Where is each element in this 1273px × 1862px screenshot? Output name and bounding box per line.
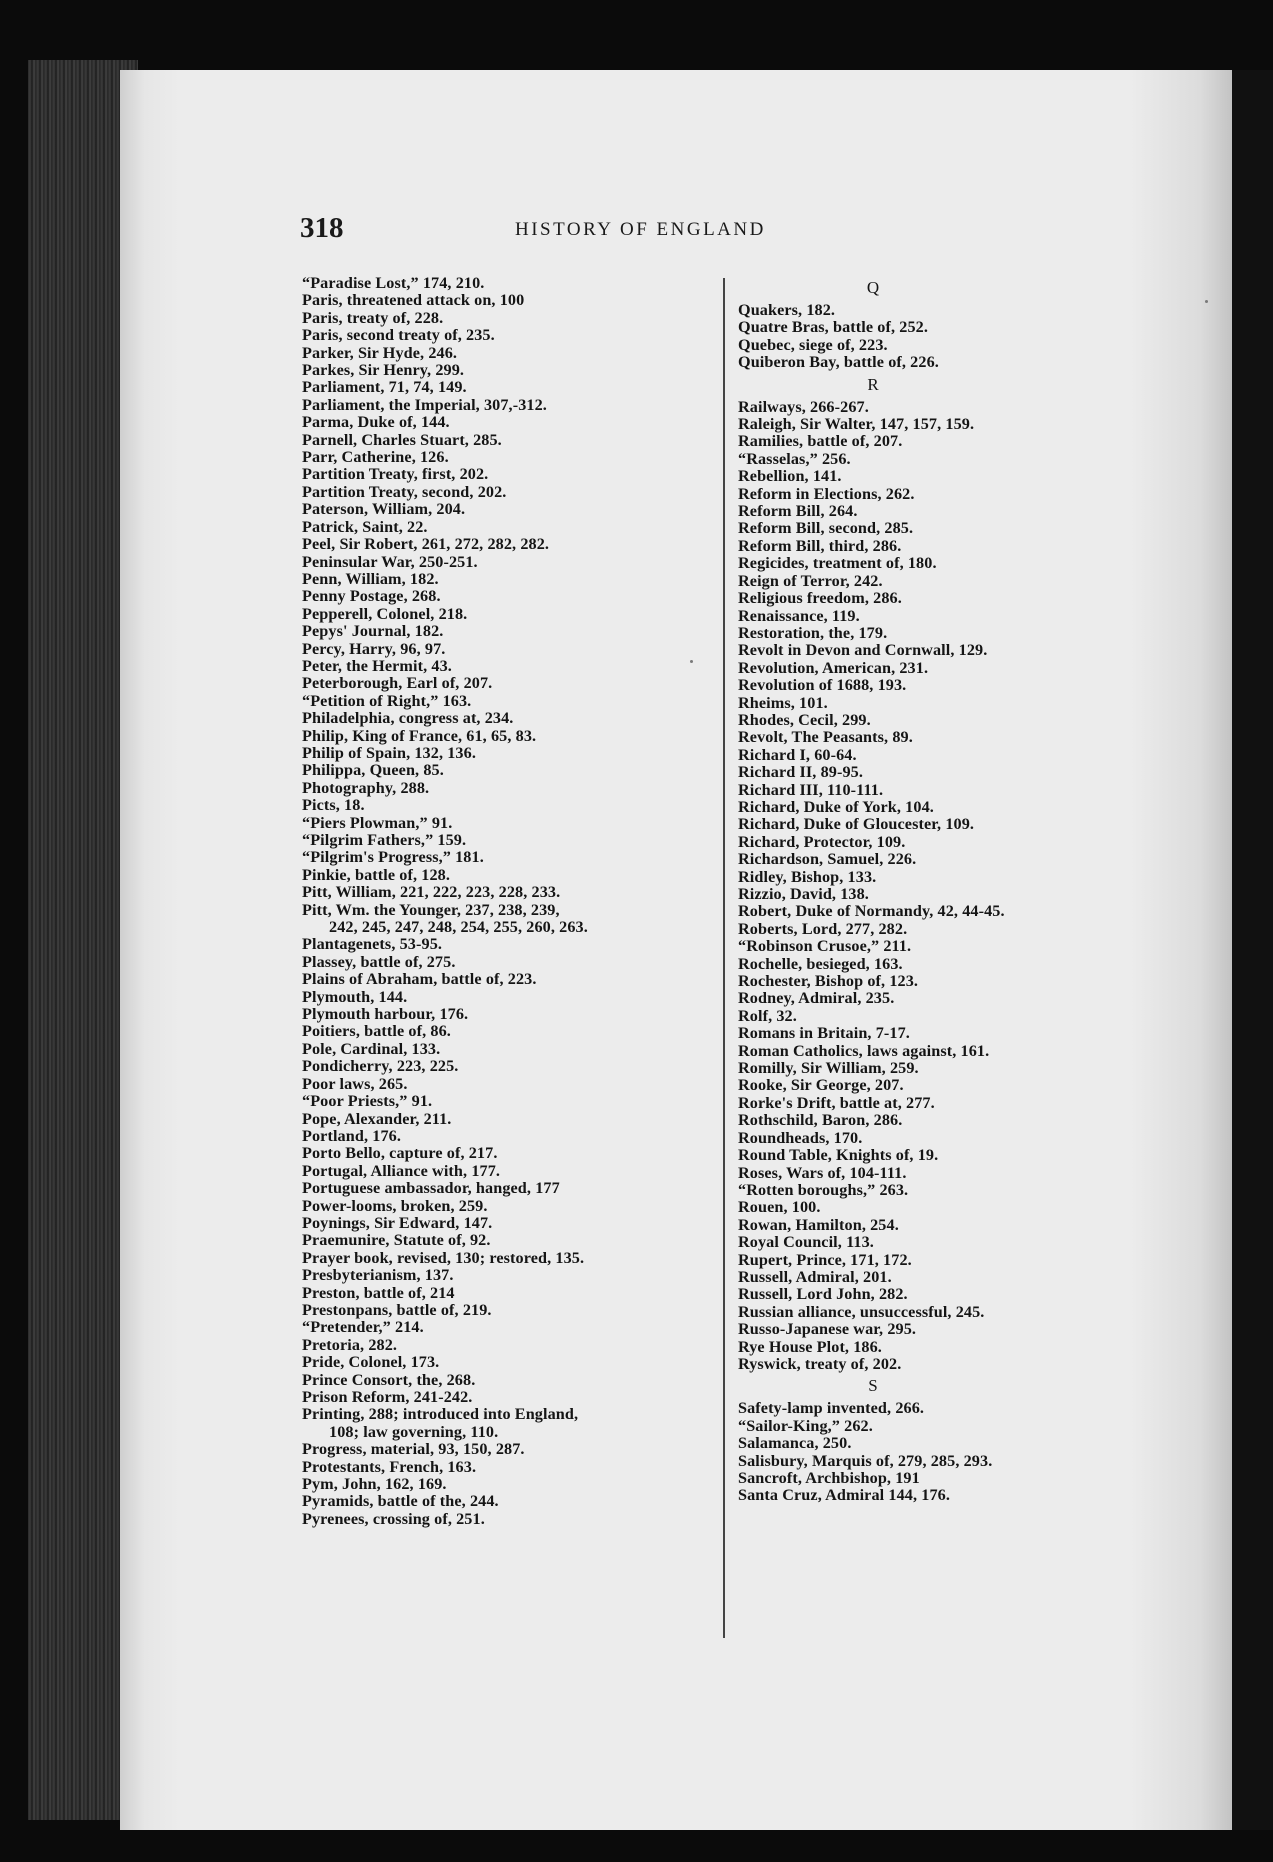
index-entry: Rheims, 101. bbox=[738, 693, 828, 712]
index-entry: Rowan, Hamilton, 254. bbox=[738, 1215, 899, 1234]
scan-speck bbox=[690, 660, 693, 663]
index-entry: Poynings, Sir Edward, 147. bbox=[302, 1213, 493, 1232]
index-entry: Royal Council, 113. bbox=[738, 1233, 874, 1252]
index-entry: “Petition of Right,” 163. bbox=[302, 691, 472, 710]
index-entry: Quebec, siege of, 223. bbox=[738, 335, 888, 354]
index-entry: 242, 245, 247, 248, 254, 255, 260, 263. bbox=[329, 918, 588, 937]
index-entry: Round Table, Knights of, 19. bbox=[738, 1146, 939, 1165]
index-entry: Paris, treaty of, 228. bbox=[302, 308, 444, 327]
index-entry: Santa Cruz, Admiral 144, 176. bbox=[738, 1486, 950, 1505]
r-entries bbox=[738, 399, 1158, 1374]
index-entry: “Rasselas,” 256. bbox=[738, 449, 851, 468]
index-entry: Pym, John, 162, 169. bbox=[302, 1475, 447, 1494]
index-entry: Pyrenees, crossing of, 251. bbox=[302, 1509, 485, 1528]
facing-page-edge bbox=[1232, 70, 1273, 1830]
index-entry: Roberts, Lord, 277, 282. bbox=[738, 919, 908, 938]
q-entries bbox=[738, 302, 1158, 372]
index-entry: Picts, 18. bbox=[302, 796, 365, 815]
index-entry: Prestonpans, battle of, 219. bbox=[302, 1300, 492, 1319]
index-entry: Prince Consort, the, 268. bbox=[302, 1370, 476, 1389]
index-entry: Plymouth, 144. bbox=[302, 987, 408, 1006]
index-entry: Pitt, William, 221, 222, 223, 228, 233. bbox=[302, 883, 561, 902]
index-entry: “Piers Plowman,” 91. bbox=[302, 813, 453, 832]
index-entry: Presbyterianism, 137. bbox=[302, 1266, 454, 1285]
index-entry: “Poor Priests,” 91. bbox=[302, 1092, 433, 1111]
index-entry: Parkes, Sir Henry, 299. bbox=[302, 361, 465, 380]
index-entry: Restoration, the, 179. bbox=[738, 623, 888, 642]
index-entry: Rochelle, besieged, 163. bbox=[738, 954, 903, 973]
index-entry: Parr, Catherine, 126. bbox=[302, 448, 449, 467]
index-entry: Pondicherry, 223, 225. bbox=[302, 1057, 459, 1076]
index-entry: Salisbury, Marquis of, 279, 285, 293. bbox=[738, 1451, 993, 1470]
index-entry: Parker, Sir Hyde, 246. bbox=[302, 343, 458, 362]
index-entry: Paris, threatened attack on, 100 bbox=[302, 291, 525, 310]
index-entry: Prayer book, revised, 130; restored, 135. bbox=[302, 1248, 585, 1267]
section-letter-r: R bbox=[867, 374, 879, 394]
running-head: HISTORY OF ENGLAND bbox=[515, 219, 766, 240]
index-entry: Photography, 288. bbox=[302, 778, 430, 797]
index-entry: Railways, 266-267. bbox=[738, 397, 869, 416]
page-header bbox=[300, 212, 880, 252]
index-entry: Poor laws, 265. bbox=[302, 1074, 408, 1093]
section-letter-s: S bbox=[868, 1376, 878, 1396]
index-entry: Philip, King of France, 61, 65, 83. bbox=[302, 726, 537, 745]
index-entry: Plains of Abraham, battle of, 223. bbox=[302, 970, 537, 989]
index-entry: Progress, material, 93, 150, 287. bbox=[302, 1440, 525, 1459]
index-entry: Rouen, 100. bbox=[738, 1198, 821, 1217]
index-entry: Partition Treaty, first, 202. bbox=[302, 465, 489, 484]
index-entry: Revolt in Devon and Cornwall, 129. bbox=[738, 641, 988, 660]
index-entry: Portugal, Alliance with, 177. bbox=[302, 1161, 501, 1180]
index-entry: Printing, 288; introduced into England, bbox=[302, 1405, 579, 1424]
index-entry: Richard I, 60-64. bbox=[738, 745, 857, 764]
index-entry: “Rotten boroughs,” 263. bbox=[738, 1180, 909, 1199]
index-entry: Richard, Protector, 109. bbox=[738, 832, 906, 851]
index-entry: Philip of Spain, 132, 136. bbox=[302, 743, 476, 762]
index-entry: Penny Postage, 268. bbox=[302, 587, 441, 606]
scan-speck bbox=[1205, 300, 1208, 303]
index-entry: Richard III, 110-111. bbox=[738, 780, 884, 799]
index-entry: Partition Treaty, second, 202. bbox=[302, 482, 507, 501]
index-entry: Sancroft, Archbishop, 191 bbox=[738, 1469, 920, 1487]
index-entry: Pitt, Wm. the Younger, 237, 238, 239, bbox=[302, 900, 560, 919]
index-entry: Pyramids, battle of the, 244. bbox=[302, 1492, 499, 1511]
index-entry: Plassey, battle of, 275. bbox=[302, 952, 456, 971]
index-entry: Pride, Colonel, 173. bbox=[302, 1353, 440, 1372]
index-entry: Romilly, Sir William, 259. bbox=[738, 1059, 919, 1078]
index-column-right bbox=[738, 275, 1158, 1505]
index-entry: Roundheads, 170. bbox=[738, 1128, 863, 1147]
index-entry: Robert, Duke of Normandy, 42, 44-45. bbox=[738, 902, 1005, 921]
index-entry: Russian alliance, unsuccessful, 245. bbox=[738, 1302, 985, 1321]
index-entry: Raleigh, Sir Walter, 147, 157, 159. bbox=[738, 415, 975, 434]
index-entry: Pretoria, 282. bbox=[302, 1335, 398, 1354]
index-entry: Russo-Japanese war, 295. bbox=[738, 1320, 917, 1339]
index-entry: Rhodes, Cecil, 299. bbox=[738, 710, 871, 729]
index-column-left bbox=[302, 275, 722, 1528]
index-entry: Romans in Britain, 7-17. bbox=[738, 1024, 910, 1043]
section-letter-q: Q bbox=[866, 278, 880, 297]
index-entry: Reform Bill, second, 285. bbox=[738, 519, 914, 538]
index-entry: Parnell, Charles Stuart, 285. bbox=[302, 430, 502, 449]
index-entry: Russell, Admiral, 201. bbox=[738, 1267, 892, 1286]
s-entries bbox=[738, 1400, 1158, 1504]
index-entry: Rothschild, Baron, 286. bbox=[738, 1111, 903, 1130]
index-entry: Paris, second treaty of, 235. bbox=[302, 326, 495, 345]
index-entry: Plymouth harbour, 176. bbox=[302, 1005, 469, 1024]
index-entry: Poitiers, battle of, 86. bbox=[302, 1022, 451, 1041]
index-entry: Parliament, the Imperial, 307,-312. bbox=[302, 395, 547, 414]
index-entry: Regicides, treatment of, 180. bbox=[738, 554, 937, 573]
index-entry: Philadelphia, congress at, 234. bbox=[302, 709, 514, 728]
index-entry: Richard, Duke of York, 104. bbox=[738, 797, 934, 816]
index-entry: Renaissance, 119. bbox=[738, 606, 860, 625]
index-entry: Porto Bello, capture of, 217. bbox=[302, 1144, 498, 1163]
index-entry: Plantagenets, 53-95. bbox=[302, 935, 443, 954]
index-entry: Religious freedom, 286. bbox=[738, 589, 902, 608]
index-entry: Protestants, French, 163. bbox=[302, 1457, 477, 1476]
index-entry: Salamanca, 250. bbox=[738, 1434, 852, 1453]
index-entry: Patrick, Saint, 22. bbox=[302, 517, 428, 536]
index-entry: Pope, Alexander, 211. bbox=[302, 1109, 452, 1128]
index-entry: Peninsular War, 250-251. bbox=[302, 552, 478, 571]
index-entry: Russell, Lord John, 282. bbox=[738, 1285, 908, 1304]
index-entry: Peter, the Hermit, 43. bbox=[302, 656, 452, 675]
index-entry: Ridley, Bishop, 133. bbox=[738, 867, 877, 886]
index-entry: “Pilgrim Fathers,” 159. bbox=[302, 831, 467, 849]
column-divider bbox=[723, 278, 725, 1638]
index-entry: Reform Bill, third, 286. bbox=[738, 536, 902, 555]
index-entry: Rebellion, 141. bbox=[738, 467, 842, 486]
index-entry: Reign of Terror, 242. bbox=[738, 571, 883, 590]
index-entry: Pinkie, battle of, 128. bbox=[302, 865, 450, 884]
index-entry: Preston, battle of, 214 bbox=[302, 1283, 455, 1302]
index-entry: Rolf, 32. bbox=[738, 1006, 797, 1025]
index-entry: Rupert, Prince, 171, 172. bbox=[738, 1250, 912, 1269]
index-entry: Safety-lamp invented, 266. bbox=[738, 1399, 925, 1418]
index-entry: Parliament, 71, 74, 149. bbox=[302, 378, 467, 397]
index-entry: Pepperell, Colonel, 218. bbox=[302, 604, 468, 623]
index-entry: Ryswick, treaty of, 202. bbox=[738, 1354, 902, 1373]
index-entry: Peterborough, Earl of, 207. bbox=[302, 674, 493, 693]
index-entry: Rodney, Admiral, 235. bbox=[738, 989, 895, 1008]
index-entry: Rorke's Drift, battle at, 277. bbox=[738, 1093, 935, 1112]
index-entry: Reform Bill, 264. bbox=[738, 502, 858, 521]
index-entry: Praemunire, Statute of, 92. bbox=[302, 1231, 491, 1250]
index-entry: Reform in Elections, 262. bbox=[738, 484, 915, 503]
index-entry: “Paradise Lost,” 174, 210. bbox=[302, 274, 485, 292]
index-entry: Roman Catholics, laws against, 161. bbox=[738, 1041, 990, 1060]
index-entry: Percy, Harry, 96, 97. bbox=[302, 639, 446, 658]
index-entry: Rye House Plot, 186. bbox=[738, 1337, 882, 1356]
index-entry: “Robinson Crusoe,” 211. bbox=[738, 937, 912, 956]
index-entry: Richard, Duke of Gloucester, 109. bbox=[738, 815, 975, 834]
index-entry: Pole, Cardinal, 133. bbox=[302, 1039, 441, 1058]
index-entry: Quakers, 182. bbox=[738, 301, 836, 319]
index-entry: Ramilies, battle of, 207. bbox=[738, 432, 903, 451]
index-entry: Roses, Wars of, 104-111. bbox=[738, 1163, 907, 1182]
index-entry: Pepys' Journal, 182. bbox=[302, 622, 444, 641]
index-entry: Penn, William, 182. bbox=[302, 569, 439, 588]
index-entry: 108; law governing, 110. bbox=[329, 1422, 499, 1441]
index-entry: Revolution of 1688, 193. bbox=[738, 676, 907, 695]
index-entry: Richardson, Samuel, 226. bbox=[738, 850, 917, 869]
index-entry: Portuguese ambassador, hanged, 177 bbox=[302, 1179, 560, 1198]
index-entry: Paterson, William, 204. bbox=[302, 500, 466, 519]
index-entry: Richard II, 89-95. bbox=[738, 763, 864, 782]
index-entry: Philippa, Queen, 85. bbox=[302, 761, 444, 780]
index-entry: Quatre Bras, battle of, 252. bbox=[738, 318, 928, 337]
index-entry: Rochester, Bishop of, 123. bbox=[738, 972, 919, 991]
index-entry: Power-looms, broken, 259. bbox=[302, 1196, 488, 1215]
index-entry: “Pretender,” 214. bbox=[302, 1318, 424, 1337]
index-entry: Rizzio, David, 138. bbox=[738, 885, 869, 903]
index-entry: Revolt, The Peasants, 89. bbox=[738, 728, 913, 747]
page-number: 318 bbox=[300, 212, 344, 244]
index-entry: “Sailor-King,” 262. bbox=[738, 1416, 873, 1435]
index-entry: Revolution, American, 231. bbox=[738, 658, 929, 677]
index-entry: Quiberon Bay, battle of, 226. bbox=[738, 353, 939, 372]
index-entry: “Pilgrim's Progress,” 181. bbox=[302, 848, 484, 867]
index-entry: Portland, 176. bbox=[302, 1126, 401, 1145]
index-entry: Prison Reform, 241-242. bbox=[302, 1388, 473, 1406]
index-entry: Rooke, Sir George, 207. bbox=[738, 1076, 904, 1095]
index-entry: Peel, Sir Robert, 261, 272, 282, 282. bbox=[302, 535, 550, 554]
index-entry: Parma, Duke of, 144. bbox=[302, 413, 450, 432]
